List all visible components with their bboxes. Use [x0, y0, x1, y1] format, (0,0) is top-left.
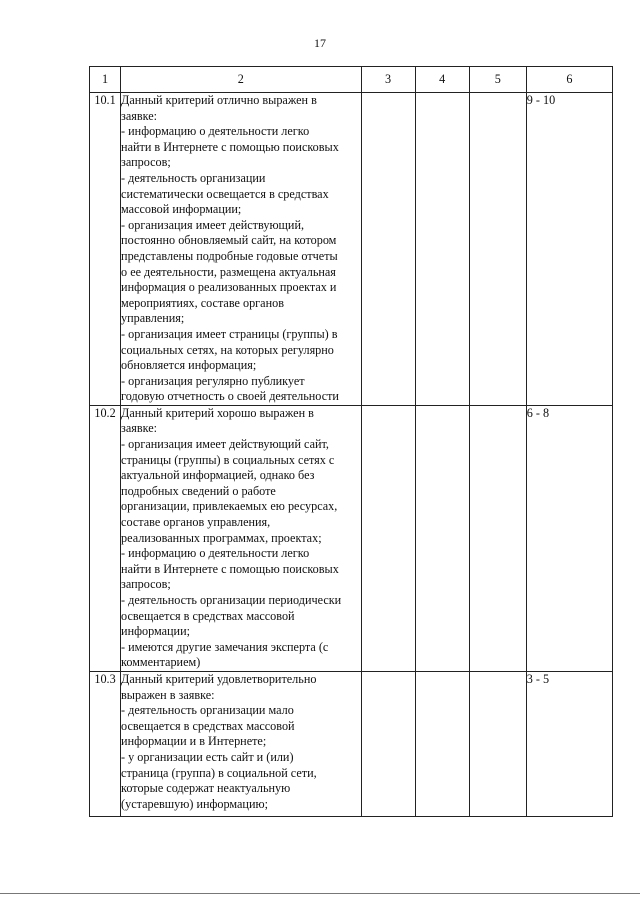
description-line: подробных сведений о работе — [121, 483, 276, 498]
description-line: - у организации есть сайт и (или) — [121, 749, 294, 764]
description-line: страница (группа) в социальной сети, — [121, 765, 317, 780]
description-line: актуальной информацией, однако без — [121, 468, 315, 483]
description-line: организации, привлекаемых ею ресурсах, — [121, 499, 338, 514]
criterion-number: 10.1 — [90, 93, 121, 406]
criterion-number: 10.3 — [90, 671, 121, 816]
empty-cell — [415, 671, 469, 816]
description-line: мероприятиях, составе органов — [121, 295, 284, 310]
criterion-number: 10.2 — [90, 405, 121, 671]
column-header-3: 3 — [361, 67, 415, 93]
column-header-2: 2 — [121, 67, 361, 93]
description-line: составе органов управления, — [121, 515, 271, 530]
column-header-4: 4 — [415, 67, 469, 93]
empty-cell — [361, 405, 415, 671]
description-line: информации; — [121, 624, 190, 639]
description-line: постоянно обновляемый сайт, на котором — [121, 233, 337, 248]
description-line: найти в Интернете с помощью поисковых — [121, 561, 339, 576]
description-line: обновляется информация; — [121, 358, 257, 373]
column-header-1: 1 — [90, 67, 121, 93]
description-line: о ее деятельности, размещена актуальная — [121, 264, 336, 279]
table-header-row — [90, 67, 613, 93]
description-line: - организация регулярно публикует — [121, 373, 305, 388]
description-line: запросов; — [121, 577, 171, 592]
description-line: представлены подробные годовые отчеты — [121, 248, 338, 263]
description-line: - деятельность организации мало — [121, 703, 294, 718]
description-line: - деятельность организации — [121, 170, 266, 185]
criteria-table — [89, 66, 613, 817]
description-line: Данный критерий удовлетворительно — [121, 671, 317, 686]
description-line: Данный критерий хорошо выражен в — [121, 405, 314, 420]
score-range: 3 - 5 — [526, 671, 612, 816]
description-line: освещается в средствах массовой — [121, 608, 295, 623]
description-line: систематически освещается в средствах — [121, 186, 329, 201]
empty-cell — [415, 93, 469, 406]
description-line: - информацию о деятельности легко — [121, 124, 310, 139]
score-range: 9 - 10 — [526, 93, 612, 406]
criterion-description — [121, 405, 361, 671]
description-line: - имеются другие замечания эксперта (с — [121, 639, 329, 654]
description-line: заявке: — [121, 108, 158, 123]
table-row — [90, 405, 613, 671]
description-line: социальных сетях, на которых регулярно — [121, 342, 334, 357]
empty-cell — [361, 93, 415, 406]
description-line: информация о реализованных проектах и — [121, 280, 337, 295]
empty-cell — [469, 93, 526, 406]
empty-cell — [361, 671, 415, 816]
description-line: заявке: — [121, 421, 158, 436]
score-range: 6 - 8 — [526, 405, 612, 671]
description-line: которые содержат неактуальную — [121, 781, 291, 796]
page-bottom-edge — [0, 893, 640, 894]
description-line: запросов; — [121, 155, 171, 170]
empty-cell — [415, 405, 469, 671]
column-header-5: 5 — [469, 67, 526, 93]
description-line: Данный критерий отлично выражен в — [121, 93, 317, 107]
description-line: управления; — [121, 311, 185, 326]
description-line: освещается в средствах массовой — [121, 718, 295, 733]
description-line: выражен в заявке: — [121, 687, 215, 702]
description-line: - организация имеет действующий, — [121, 217, 305, 232]
description-line: комментарием) — [121, 655, 201, 670]
criterion-description — [121, 671, 361, 816]
description-line: годовую отчетность о своей деятельности — [121, 389, 339, 404]
description-line: - организация имеет страницы (группы) в — [121, 326, 338, 341]
description-line: - информацию о деятельности легко — [121, 546, 310, 561]
description-line: найти в Интернете с помощью поисковых — [121, 139, 339, 154]
table-row — [90, 671, 613, 816]
table-row — [90, 93, 613, 406]
description-line: - организация имеет действующий сайт, — [121, 437, 329, 452]
empty-cell — [469, 671, 526, 816]
description-line: реализованных программах, проектах; — [121, 530, 322, 545]
criterion-description — [121, 93, 361, 406]
description-line: (устаревшую) информацию; — [121, 796, 268, 811]
description-line: страницы (группы) в социальных сетях с — [121, 452, 335, 467]
description-line: информации и в Интернете; — [121, 734, 267, 749]
description-line: - деятельность организации периодически — [121, 593, 342, 607]
description-line: массовой информации; — [121, 202, 242, 217]
page-number: 17 — [314, 36, 326, 50]
empty-cell — [469, 405, 526, 671]
column-header-6: 6 — [526, 67, 612, 93]
